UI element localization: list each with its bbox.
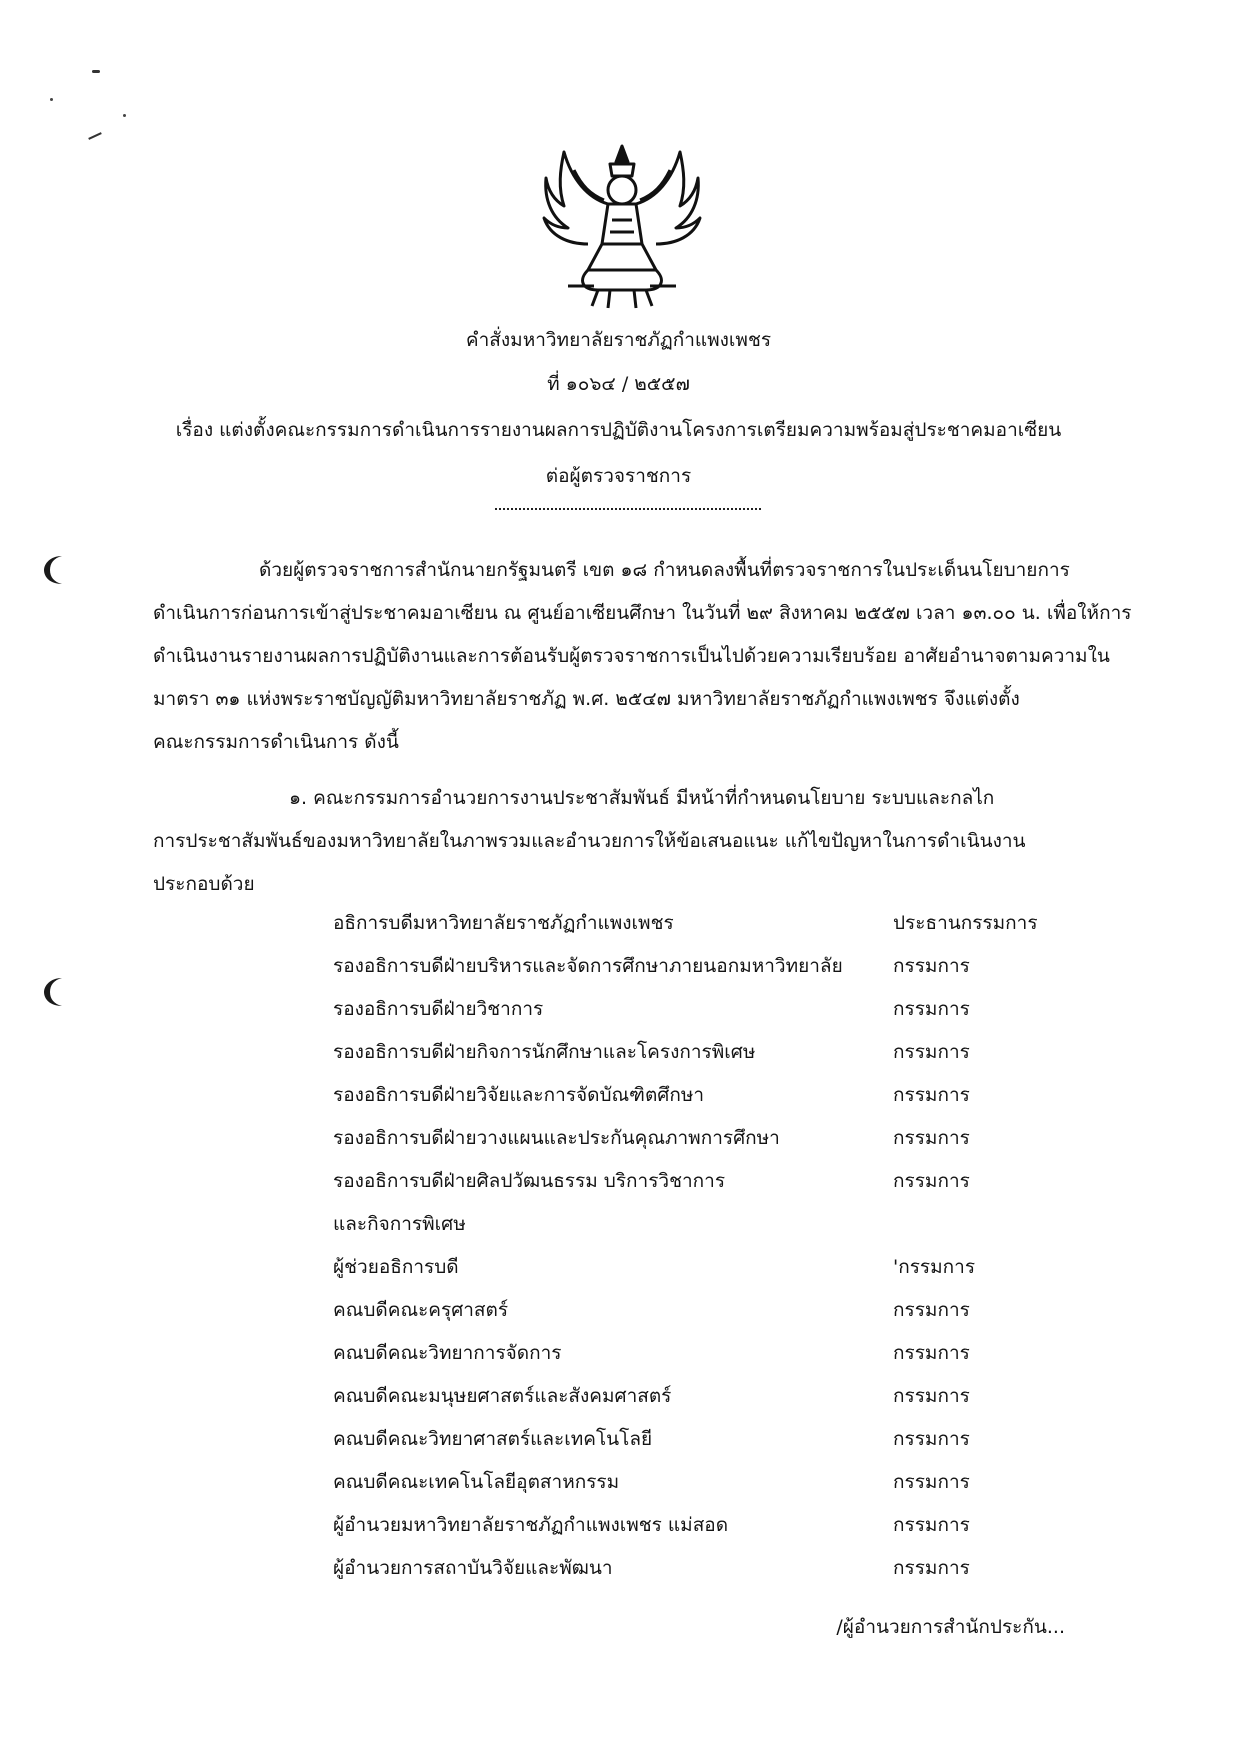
order-subject: เรื่อง แต่งตั้งคณะกรรมการดำเนินการรายงานผลการปฏิบัติงานโครงการเตรียมความพร้อมสู่ประชาคมอาเซียน	[175, 419, 1062, 441]
paragraph-line: ๑. คณะกรรมการอำนวยการงานประชาสัมพันธ์ มีหน้าที่กำหนดนโยบาย ระบบและกลไก	[289, 787, 995, 809]
scan-speck	[88, 132, 102, 140]
member-role: กรรมการ	[893, 1084, 970, 1106]
committee-row	[333, 1295, 1073, 1325]
paragraph-line: การประชาสัมพันธ์ของมหาวิทยาลัยในภาพรวมและอำนวยการให้ข้อเสนอแนะ แก้ไขปัญหาในการดำเนินงาน	[153, 830, 1026, 852]
member-title: คณบดีคณะเทคโนโลยีอุตสาหกรรม	[333, 1471, 620, 1493]
committee-row	[333, 908, 1073, 938]
committee-row	[333, 1510, 1073, 1540]
committee-row	[333, 1209, 1073, 1239]
member-role: กรรมการ	[893, 1428, 970, 1450]
member-role: กรรมการ	[893, 1041, 970, 1063]
committee-row	[333, 1424, 1073, 1454]
committee-row	[333, 1166, 1073, 1196]
paragraph-line: ดำเนินการก่อนการเข้าสู่ประชาคมอาเซียน ณ ศูนย์อาเซียนศึกษา ในวันที่ ๒๙ สิงหาคม ๒๕๕๗ เวลา ๑๓.๐๐ น. เพื่อให้การ	[153, 602, 1132, 624]
member-role: กรรมการ	[893, 1299, 970, 1321]
committee-row	[333, 994, 1073, 1024]
order-number: ที่ ๑๐๖๔ / ๒๕๕๗	[547, 373, 690, 395]
garuda-emblem-icon	[538, 140, 706, 312]
member-role: กรรมการ	[893, 1385, 970, 1407]
paragraph-line: ดำเนินงานรายงานผลการปฏิบัติงานและการต้อนรับผู้ตรวจราชการเป็นไปด้วยความเรียบร้อย อาศัยอำนาจตามความใน	[153, 645, 1110, 667]
section-1-paragraph	[153, 783, 1098, 893]
committee-row	[333, 1252, 1073, 1282]
member-title: ผู้อำนวยมหาวิทยาลัยราชภัฏกำแพงเพชร แม่สอด	[333, 1514, 729, 1536]
committee-row	[333, 1080, 1073, 1110]
member-title: รองอธิการบดีฝ่ายวางแผนและประกันคุณภาพการศึกษา	[333, 1127, 780, 1149]
committee-row	[333, 1553, 1073, 1583]
order-subject-continuation: ต่อผู้ตรวจราชการ	[545, 465, 692, 487]
committee-row	[333, 1338, 1073, 1368]
member-role: กรรมการ	[893, 1342, 970, 1364]
member-role: กรรมการ	[893, 998, 970, 1020]
dotted-divider	[495, 508, 761, 510]
scan-speck	[50, 98, 53, 101]
committee-row	[333, 1467, 1073, 1497]
member-role: กรรมการ	[893, 1127, 970, 1149]
continuation-note: /ผู้อำนวยการสำนักประกัน...	[836, 1616, 1065, 1638]
member-title: รองอธิการบดีฝ่ายศิลปวัฒนธรรม บริการวิชาการ	[333, 1170, 726, 1192]
committee-row	[333, 1037, 1073, 1067]
member-role: กรรมการ	[893, 1557, 970, 1579]
member-title: รองอธิการบดีฝ่ายบริหารและจัดการศึกษาภายนอกมหาวิทยาลัย	[333, 955, 843, 977]
committee-row	[333, 951, 1073, 981]
member-role: กรรมการ	[893, 1471, 970, 1493]
committee-row	[333, 1381, 1073, 1411]
scan-speck	[92, 70, 100, 73]
order-title: คำสั่งมหาวิทยาลัยราชภัฏกำแพงเพชร	[465, 329, 772, 351]
committee-row	[333, 1123, 1073, 1153]
member-title: รองอธิการบดีฝ่ายวิจัยและการจัดบัณฑิตศึกษา	[333, 1084, 705, 1106]
member-title: คณบดีคณะวิทยาศาสตร์และเทคโนโลยี	[333, 1428, 653, 1450]
member-title: คณบดีคณะครุศาสตร์	[333, 1299, 509, 1321]
paragraph-line: ประกอบด้วย	[153, 873, 255, 895]
member-role: 'กรรมการ	[893, 1256, 976, 1278]
member-role: กรรมการ	[893, 955, 970, 977]
member-title: คณบดีคณะวิทยาการจัดการ	[333, 1342, 562, 1364]
paragraph-line: คณะกรรมการดำเนินการ ดังนี้	[153, 731, 399, 753]
intro-paragraph	[153, 555, 1132, 755]
scan-speck	[123, 114, 126, 117]
member-title: ผู้ช่วยอธิการบดี	[333, 1256, 459, 1278]
punch-hole-icon	[40, 974, 70, 1010]
member-role: กรรมการ	[893, 1514, 970, 1536]
member-title: และกิจการพิเศษ	[333, 1213, 466, 1235]
member-title: อธิการบดีมหาวิทยาลัยราชภัฏกำแพงเพชร	[333, 912, 674, 934]
member-role: ประธานกรรมการ	[893, 912, 1038, 934]
member-role: กรรมการ	[893, 1170, 970, 1192]
member-title: คณบดีคณะมนุษยศาสตร์และสังคมศาสตร์	[333, 1385, 672, 1407]
member-title: รองอธิการบดีฝ่ายกิจการนักศึกษาและโครงการพิเศษ	[333, 1041, 756, 1063]
member-title: ผู้อำนวยการสถาบันวิจัยและพัฒนา	[333, 1557, 613, 1579]
member-title: รองอธิการบดีฝ่ายวิชาการ	[333, 998, 544, 1020]
punch-hole-icon	[40, 552, 70, 588]
paragraph-line: มาตรา ๓๑ แห่งพระราชบัญญัติมหาวิทยาลัยราชภัฏ พ.ศ. ๒๕๔๗ มหาวิทยาลัยราชภัฏกำแพงเพชร จึงแต่งตั้ง	[153, 688, 1020, 710]
paragraph-line: ด้วยผู้ตรวจราชการสำนักนายกรัฐมนตรี เขต ๑๘ กำหนดลงพื้นที่ตรวจราชการในประเด็นนโยบายการ	[259, 559, 1070, 581]
